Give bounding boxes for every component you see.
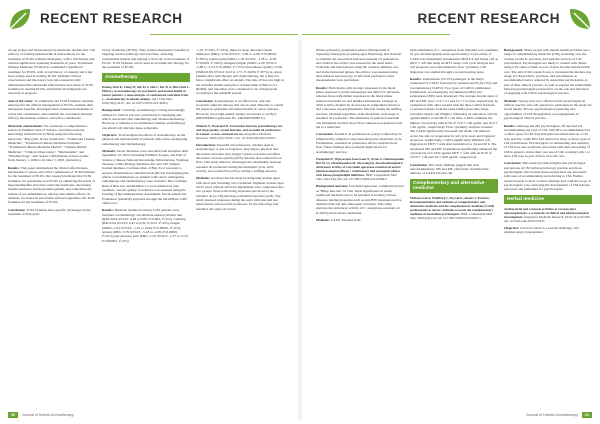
article-reference — [102, 85, 190, 105]
paragraph: Materials and methods: We conducted a comprehensive search on PubMed, Web of Science, and China national knowledge infrastructure (CNKI) using the following keywords: "Polycystic Ovary Syndrome", "Traditional Chinese Medicine", "Traditional Chinese Medicine formulae", "Traditional Chinese Medicine Herbal", "Chinese Herbal Medicine", "Clinical Observation", "Mechanisms", and "Pharmacology", and various combinations of these terms, from January 1, 2000 to October 7, 2023, (inclusive). — [8, 123, 95, 163]
journal-name: Journal of Holistic Aromatherapy — [22, 413, 74, 417]
column — [504, 48, 592, 408]
leaf-icon — [566, 5, 594, 33]
reference-citation: BMC Complement Med Ther. 2024;24(1):14. doi: 10.1186/s12906-023-04291-x — [410, 212, 493, 221]
page-gutter — [298, 40, 302, 420]
journal-name: Journal of Holistic Aromatherapy — [526, 413, 578, 417]
article-reference — [410, 196, 498, 221]
paragraph: Results: Zederamone (19.33%) emerged as the major compound of CAEO, followed by Germacrone B (19.13%) and Curcumenone (13.40%). Two types of CAEO combination formulation, accompanying curcumenone (MT) and zederamone (MS) were developed. The average droplet sizes of MS and MT were 13.4 ± 0.1 and 21.7 ± 0.2 nm, respectively. In comparison with other, treated with the three CAEO fractions of potential plants from the same family (Curcuma longa, Curcuma zanguo and Zingiber officinale) on anticancer activity against MOLT-4 and MCF-7 cell lines. CAEO exhibited the highest cytotoxicity with IC50 of 15.8 ± 1.60 μg/mL and 25.6 ± 1.00 μg/mL, respectively. Flow cytometry analysis revealed that CAEO significantly increased cell death, cell induced arrest, the sub-G1 population in cell cycle assay and triggered apoptosis. Additionally, CAEO significantly inhibited cell migration in MCF-7 cells after incubation for 24 and 48 h. The developed MS and MT formulations significantly enhanced the cytotoxicity of CAEO against MCF-7 cells with an IC50 of 10.79 ± 1.49 and 4.6 ± 0.09 μg/mL, respectively. — [410, 77, 498, 160]
paragraph: Objective: Cervical cancer is a serious challenge, and pharmacologic management — [504, 226, 579, 235]
paragraph: Results: This paper summarized the clinical effectiveness, mechanism of action, and active constituents of TCM formulae for the treatment of PCOS. Our research indicates that TCM formulae can potentially treat PCOS by enhancing the levels of hyperinsulinemia and other endocrine hormones, decreasing insulin resistance and hyperandrogenism, and controlling the release of pro-inflammatory, among other similar effects. In addition, we found an association between apparatus and TCM formulae for the treatment of PCOS. — [8, 165, 95, 205]
paragraph: Results: Participants with stronger responses in the luteal phase appeared to prefer lemongrass and didn't for sylvestris, whereas those with milder responses in the luteal phase preferred lavender tea and disliked lemongrass. Changes in ANS activity, marked by an increase in sympathetic function and a decrease in parasympathetic function during the sniffing exercise, persisted regardless of the menstrual cycle stage or essential oil preference. The inhalation of preferred essential oils stimulated cerebral blood flow, whereas non-preferred oils led to a reduction. — [316, 85, 403, 129]
paragraph: Methods: Survey data was collected from psychologists in clinical practice who self-selected to participate in the study via social media, 38 were psychologists registering new opportunities of CM through their own engagement in psychological clinical practice. — [504, 98, 592, 121]
section-heading: Complementary and alternative medicine — [410, 179, 498, 193]
paragraph: Background and aim: Curcumin ageraceae, commonly known as "Bhuy-tian-dan" in Thai, holds significance in Asian traditional medicine due to its potential in treating various diseases, having properties such as anti-HIV, hepatoprotective, antimicrobial and anti-androgenic activities. This study explores the anticancer activity of C. aeruginosa essential oil (CAEO) and its main constituent. — [316, 184, 404, 215]
reference-citation: BMC Complement Med Ther. 2024;24(1):90. doi: 10.1186/s12906-024-04366-0 — [316, 173, 397, 182]
column — [102, 48, 190, 408]
article-reference — [196, 124, 284, 140]
paragraph: Conclusion: TCM formulae have specific advantages in the treatment of Polycystic — [8, 207, 91, 217]
column — [316, 48, 404, 408]
section-title-left: RECENT RESEARCH — [40, 11, 183, 26]
reference-title: Antibacterial and cytotoxic activities of coconut juice nanosuspensions: a systematic of clinical and pharmacological investigations. — [504, 206, 589, 219]
reference-title: Pasupuleti P, Wijayaratne Keerwaan N, Ornes S, Olomitopoulou Hoi M, Li, Olomitopoulou M, Olowolagi R, Amarkambangkal F. Anticancer activity of Curcumin ageraceae essential oil and its pharmacological efficacy: combinatory and synergistic effects with kinase phospholipid inhibitors. — [316, 156, 404, 178]
reference-citation: Am J Chin Med. 2024;50(1):43-67. doi: 10.1007/s11655-023-3690-y — [102, 97, 173, 106]
paragraph: Results: Nineteen studies involving 1,561 patients were included. Aromatherapy can alleviate nausea (relative risk [RR]=0.64, 95%CI: 0.48 to 0.85; P=0.002, I²=2%), vomiting (RR=0.64, 95%CI: 0.45 to 0.91; P=0.01, I²=0%), fatigue (SMD=-1.04, 95%CI: -1.22 to -0.84, P<0.00001, I²=0%), anxiety (MD=-3.78, 95%CI: -5.18 to -2.38, P<0.00001, I²=61%) and decrease pain (MD=-1.18, 95%CI: -1.57 to -0.79, P<0.00001, I²=0%). — [102, 208, 189, 243]
paragraph: (Pinus sylvestris), geranium bourbon (Pelargonium X asperum), lemongrass (Cymbopogon flexuosus), and lavender to examine the association between essential oil preferences and cerebral blood flow was assessed in the nasal brain. Follicular and luteal phases using the cerebral oximetry test, and in the menstrual phases, blood flow was assessed using near-infrared spectroscopy, in left nasal prefrontal cortex measurements were performed. — [316, 48, 402, 83]
paragraph: Conclusion: Aromatherapy is an efficacious, safe and economic adjuvant therapy that can be used clinically to curtail the physical symptoms and mental health of cancer patients. However, more high-quality studies are needed to verify it. (PROSPERO registration No. CRD42023398711) — [196, 98, 283, 121]
paragraph: hydrodistillation of C. aeruginosa fresh rhizomes was examined by gas chromatography-mass spectrometry. Cytotoxicity of CAEO was determined in leukaemic MOLT-4 and Jurkat cell as MCF-7 cell line using an MTT assay. Cell cycle analysis and cell apoptosis were determined by flow cytometry. Cell migration was studied through a wound healing assay. — [410, 48, 498, 74]
paragraph: Results: Amongst the 281 psychologists, 58 reported not recommending any type of CM, with 63% recommending four or more types of CM. Psychologists less mentioned on a CM type practice, while 80% had referred to three or more types of CM practitioners. Psychologists' recommending and referring to CM were also positively associated with their knowledge of CM in general, and in their own use of CM, working with 1 or more CM type as part of their own self care. — [504, 123, 591, 158]
paragraph: Aim of the study: To summarize the TCM formulae currently employed in the clinical management of PCOS, examine their therapeutic benefits, investigate their potential mechanisms of action and constituents, and establish the correlation between efficacy mechanism, relation, and active constituents. — [8, 98, 94, 121]
footer-right — [526, 412, 592, 420]
right-page — [316, 48, 592, 408]
article-reference — [504, 207, 592, 223]
page-number: 21 — [582, 412, 592, 418]
column — [410, 48, 498, 408]
paragraph: Background: Many people with mental health problems use a range of complementary medicine (CM), including over the counter products, practices, and seek the services of CM practitioners. Psychologists are likely to consult with clients using CM, some of them as part of their broader mental health care. The aim of this research was to document the modern-day usage of CM products, practices, and practitioners as recommended and/or referred by Australian psychologists as part of their clinical practice, as well as explore the relationship between psychologists' perspectives on the role and relevance of engaging with CM in psychological practice. — [504, 48, 592, 96]
paragraph: Objective: To investigate the effects of aromatherapy on the physical and mental health of patients with cancer undergoing radiotherapy and chemotherapy. — [102, 132, 188, 146]
article-reference — [316, 157, 404, 182]
page-header — [0, 0, 600, 44]
paragraph: Methods: CAEO obtained from — [316, 217, 361, 222]
paragraph: -1.10, P<0.05, I²=52%), improve sleep disorders (mean difference [MD]=-3.59, 95%CI: -5.09 to -2.08, P<0.00001, I²=86%), relieve pain (SMD=-1.18, 95%CI: -1.78 to -0.58, P<0.0001, I²=90%), mitigate fatigue (SMD=-2.20, 95%CI: -2.86 to -1.53, P<0.00001, I²=75%) and enhance quality of life (SMD=0.80, 95%CI: 0.22 to 1.37, P=0.006, I²=87%) in cancer patients after radiotherapy and chemotherapy, but it may not have a significant effect on anxiety. The risk of bias was high in the included studies using the Cochrane Risk of Bias tool 2 (RoB2), and outcomes were considered to be of high grade according to the GRADE system. — [196, 48, 284, 96]
reference-citation: Integrative Medicine Research. 2024;13(1):101021. doi: 10.1016/j.imr.2024.101021 — [196, 131, 276, 140]
paragraph: all age groups and characterized by metabolic dysfunction. The efficacy of existing pharmaceutical interventions for the treatment of PCOS remains inadequate, with a rich history and cultural significance spanning thousands of years, Traditional Chinese Medicine (TCM) has constituted a significant treatment for PCOS, with a long history of strategy and it has been widely used in treating PCOS. Multiple clinical observations and laboratory tests have unequivocally demonstrated the substantial effectiveness and safety of TCM formulae in treating PCOS, and further investigations are currently in progress. — [8, 48, 96, 96]
leaf-icon — [6, 5, 34, 33]
page-number: 20 — [8, 412, 18, 418]
reference-title: Mahesh N, Tisserand R. Association between aromatherapy use and sleep quality, sexual function, and essential oil preferences in women: a cross-sectional survey. — [196, 123, 283, 136]
section-title-right: RECENT RESEARCH — [417, 11, 560, 26]
reference-citation: Integrative Medicine Research. 2024;13(1):101020. doi: 10.1016/j.imr.2024.101020 — [504, 214, 591, 223]
section-heading: Aromatherapy — [102, 73, 190, 82]
paragraph: Conclusion: This study provides insights into psychologist perceptions of CM within psychology practice and those psychologists who include these perspectives are associated with rates of recommending and referring to CM. Further research needs to draw on these findings and, with the scope of psychologists' role, exploring the development of CM relevant education and guidelines for psychologists. — [504, 161, 591, 192]
paragraph: Conclusion: Essential oil preference in young women may be influenced by subjective responses during the menstrual cycle. Furthermore, essential oil preference affects cerebral blood flow. These findings have potential implications for aromatherapy practice. — [316, 132, 403, 154]
header-divider-left — [150, 34, 298, 35]
reference-title: Hsiang-Wen K, Liang W, Shi-Ya S, Shu C, Ru-Yi A, Hui-Chen L. Efficacy of aromatherapy on psychiatric and mental health of cancer patients: a meta-analysis of randomised controlled trials (... aromatherapy in female settings. — [102, 84, 190, 101]
footer-left — [8, 412, 74, 420]
reference-title: Mohsen Gad A, Wohlberg S, Poyrak K, Adams J. Practice, Recommendations and attitudes of complementary and alternative medicine and the complementary medicine (CAM) professionals to nurses' attitudes towards the complementary medicine of Australian psychologists. — [410, 195, 495, 216]
paragraph: Methods: Seven databases were searched from inception until September 19, 2023, including PubMed, Scopus, and Web of Science, Chinese National Knowledge Infrastructure, Wanfang database, China Biology Medicine disc and VIP Chinese Journal database. Cochrane Risk of Bias Tool was used to analyze. Randomized controlled trials (RCTs) investigating the effects of aromatherapy on patients with cancer undergoing radiotherapy and chemotherapy were included. The Cochrane Risk of Bias tool and RevMan 5.4 were utilized for data synthesis, and the quality of evidence was assessed using the Grading of Recommendations Assessment, Development and Evaluation (GRADE) approach through the GRADEpro GDT online tool. — [102, 148, 189, 206]
column — [196, 48, 284, 408]
column — [8, 48, 96, 408]
header-divider-right — [302, 34, 450, 35]
paragraph: Background: Currently, aromatherapy is being increasingly utilized for clinical practice, particularly in managing side effects associated with radiotherapy and chemoradiotherapy. However, it remains to be established whether aromatherapy can effectively alleviate these symptoms. — [102, 108, 186, 130]
paragraph: Conclusion: This study findings suggest that both nanoformulations, MS and MT, effectively facilitated the delivery of CAEO into the cell. — [410, 162, 489, 176]
section-heading: Herbal medicine — [504, 195, 592, 204]
paragraph: Methods: An observational study investigating women aged with short past breathing was conducted. Eighteen women aged 20-25 years without olfactory impairment were categorized into two groups: those with strong responses perceived to the lavender oil (n=18) and those with mild responses (n=8). The study assessed responses during the early follicular and late luteal phases and recorded preference for the following four essential oils: pine oil extract — [196, 176, 284, 211]
paragraph: Introduction: Essential oil preferences, whether used in aromatherapy or just as fragrance, may impact physical and emotional outcomes, may trigger various reactions and affect autonomic nervous system (ANS) function and cerebral blood flow. This study aimed to investigate the relationship between essential oil preference during the menstrual cycle, ANS activity, and cerebral blood flow during a sniffing exercise. — [196, 142, 282, 173]
left-page — [8, 48, 284, 408]
paragraph: Ovary Syndrome (PCOS). They achieve therapeutic benefits by targeting several pathways and outcomes, attracting considerable interest and playing a vital role in the treatment of PCOS. TCM formulae can be used as an adjunctive therapy for the treatment of PCOS. — [102, 48, 190, 70]
